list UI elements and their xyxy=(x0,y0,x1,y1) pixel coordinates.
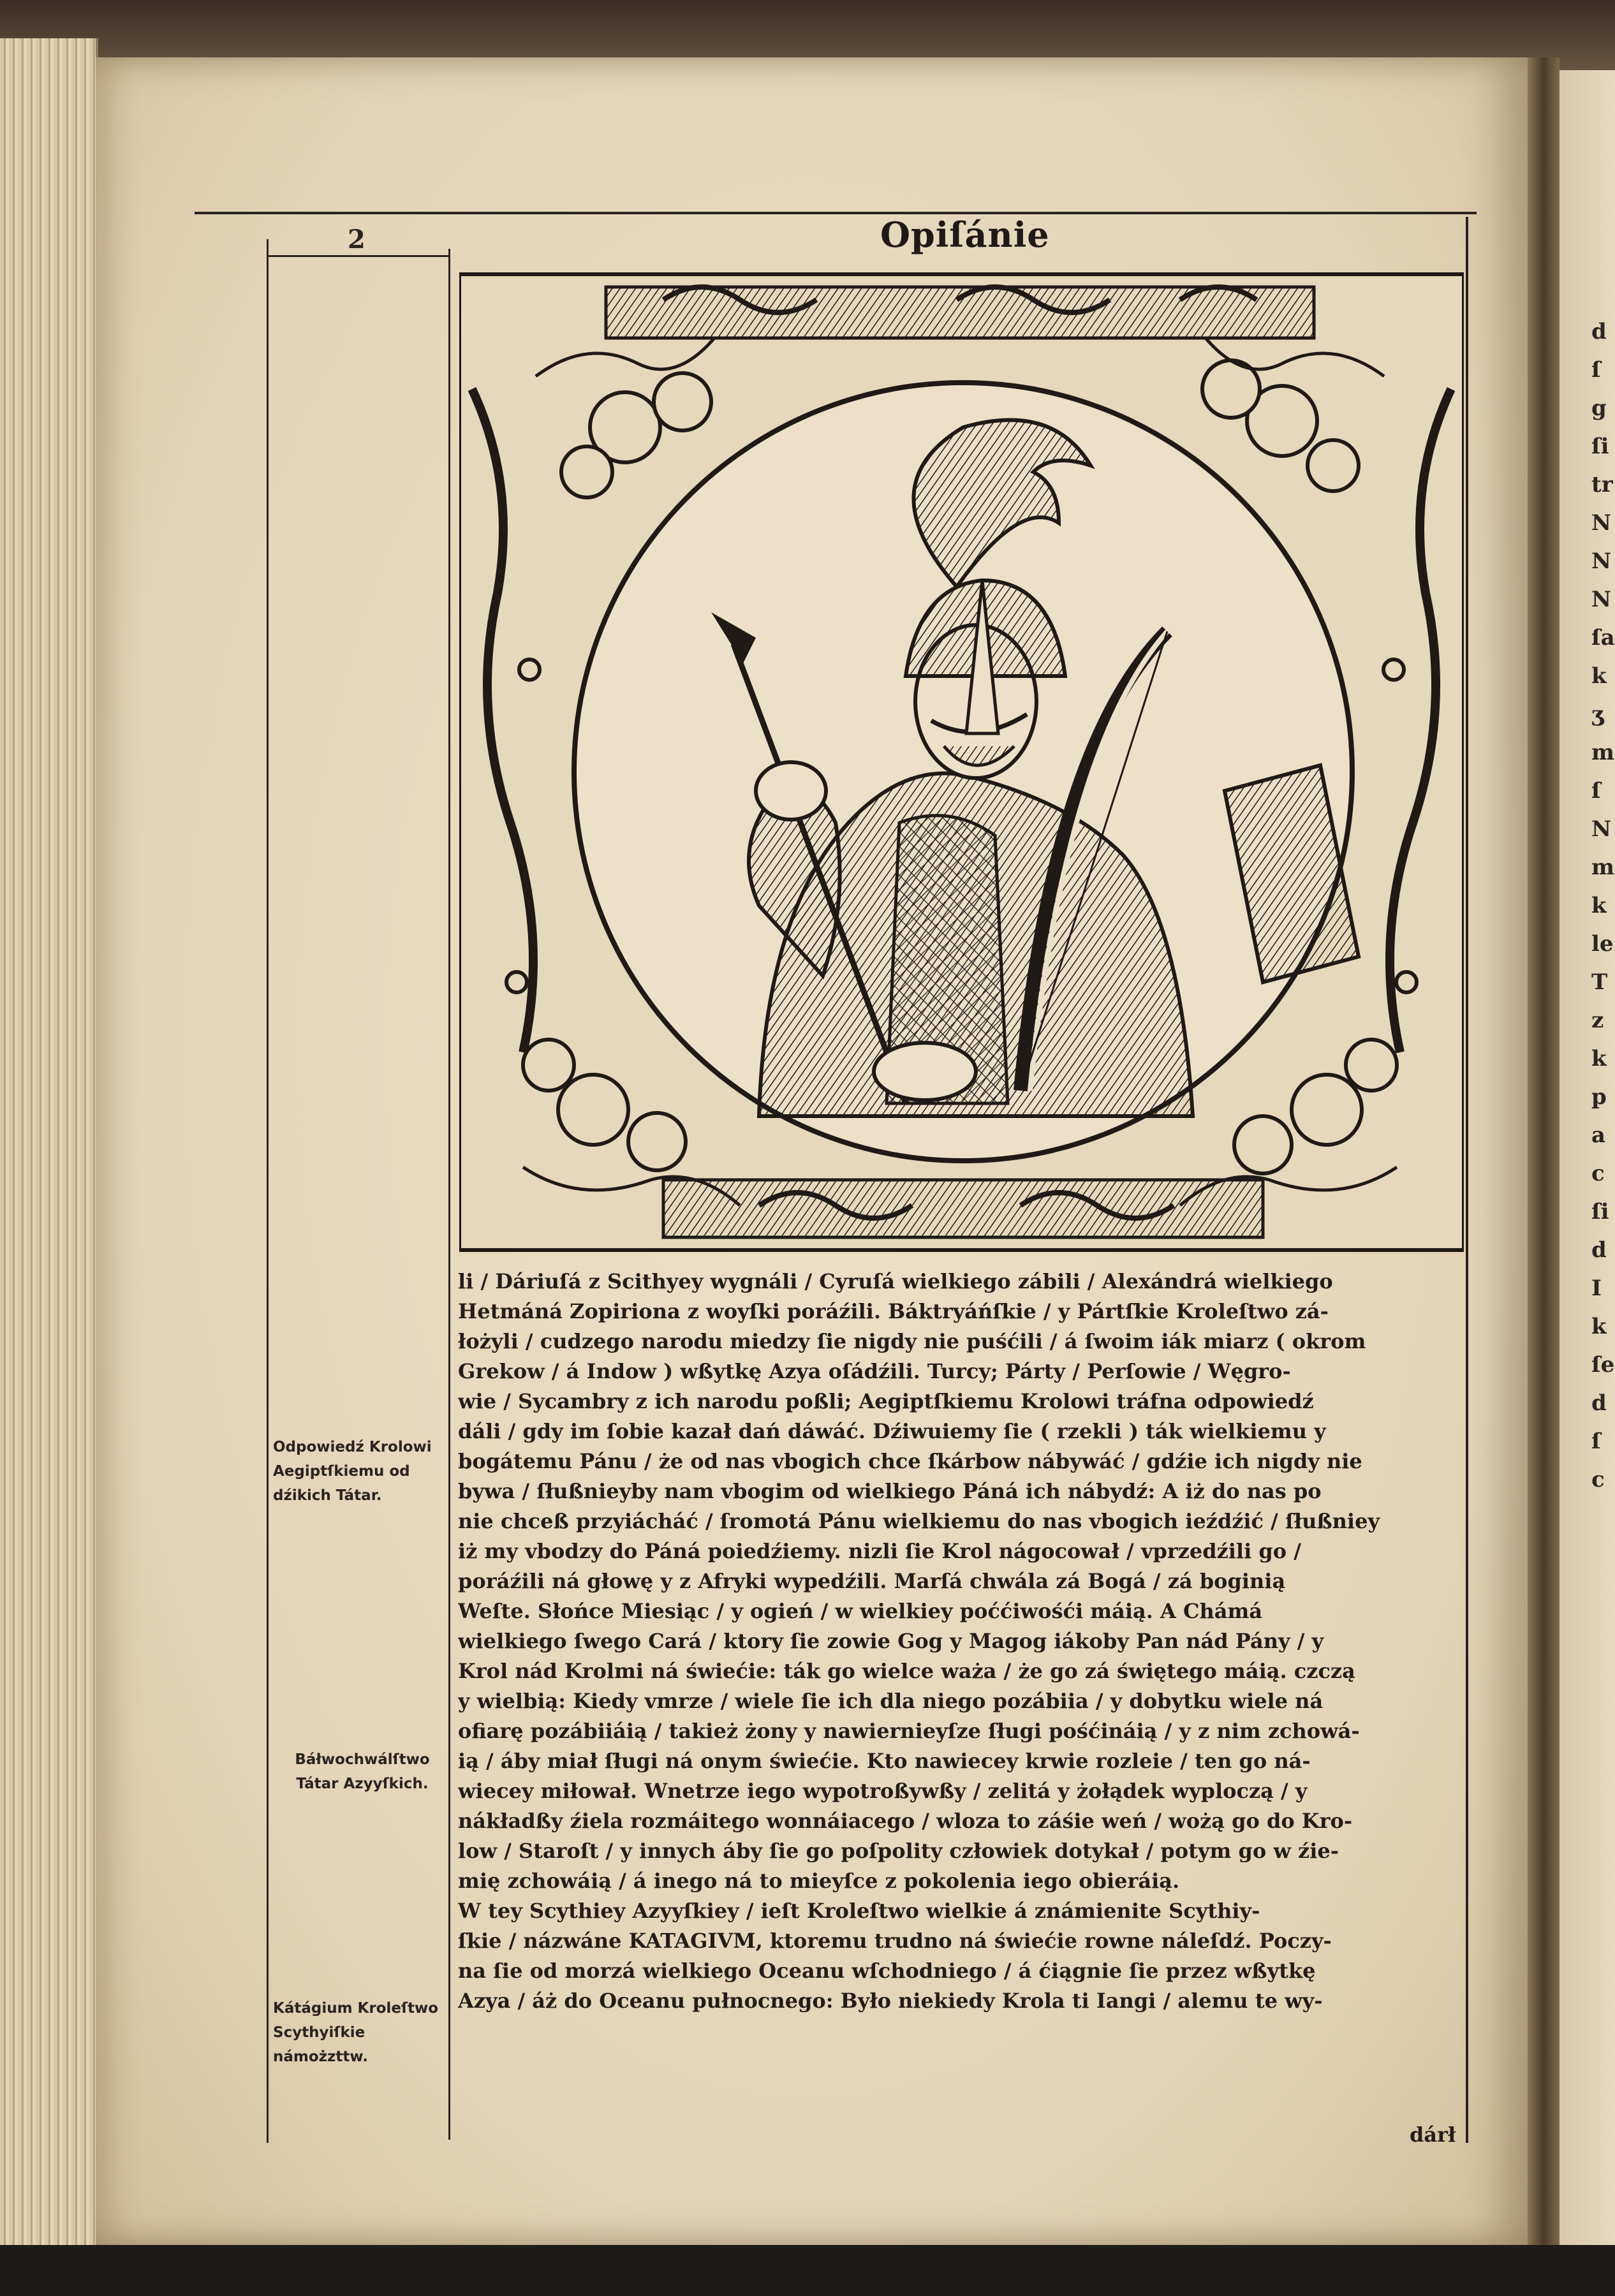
page-stack-edge xyxy=(0,38,98,2245)
book-bottom-edge xyxy=(0,2245,1615,2296)
body-line: ią / áby miał ſługi ná onym świećie. Kto nawiecey krwie rozleie / ten go ná- xyxy=(458,1749,1311,1773)
facing-page-glyph: p xyxy=(1591,1084,1607,1110)
facing-page-glyph: k xyxy=(1591,893,1607,918)
body-line: Azya / áż do Oceanu pułnocnego: Było niekiedy Krola ti Iangi / alemu te wy- xyxy=(458,1989,1323,2013)
body-line: nie chceß przyiácháć / ſromotá Pánu wielkiemu do nas vbogich ieźdźić / ſłußniey xyxy=(458,1509,1380,1533)
facing-page-glyph: d xyxy=(1591,319,1607,344)
body-line: li / Dáriuſá z Scithyey wygnáli / Cyruſá wielkiego zábili / Alexándrá wielkiego xyxy=(458,1269,1333,1293)
facing-page-glyph: c xyxy=(1591,1467,1605,1492)
running-head: Opiſánie xyxy=(880,214,1050,255)
body-line: dáli / gdy im ſobie kazał dań dáwáć. Dźiwuiemy ſie ( rzekli ) ták wielkiemu y xyxy=(458,1419,1326,1443)
body-line: ofiarę pozábiiáią / takież żony y nawiernieyſze ſługi pośćináią / y z nim zchowá- xyxy=(458,1719,1360,1743)
facing-page-glyph: N xyxy=(1591,510,1612,536)
body-text xyxy=(458,1267,1466,2016)
page-number: 2 xyxy=(348,224,365,254)
body-line: bywa / ſłußnieyby nam vbogim od wielkiego Páná ich nábydź: A iż do nas po xyxy=(458,1479,1322,1503)
facing-page-glyph: d xyxy=(1591,1390,1607,1416)
facing-page-glyph: k xyxy=(1591,1314,1607,1339)
body-line: bogátemu Pánu / że od nas vbogich chce ſkárbow nábywáć / gdźie ich nigdy nie xyxy=(458,1449,1362,1473)
body-line: na ſie od morzá wielkiego Oceanu wſchodniego / á ćiągnie ſie przez wßytkę xyxy=(458,1959,1316,1983)
facing-page-glyph: N xyxy=(1591,548,1612,574)
body-line: wiecey miłował. Wnetrze iego wypotroßywßy / zelitá y żołądek wyploczą / y xyxy=(458,1779,1308,1803)
facing-page-glyph: ſi xyxy=(1591,434,1609,459)
body-line: W tey Scythiey Azyyſkiey / ieſt Kroleſtwo wielkie á známienite Scythiy- xyxy=(458,1899,1260,1923)
book-gutter xyxy=(1528,57,1560,2245)
body-line: Hetmáná Zopiriona z woyſki poráźili. Báktryáńſkie / y Pártſkie Kroleſtwo zá- xyxy=(458,1299,1329,1323)
catchword: dárł xyxy=(1410,2123,1456,2147)
facing-page-glyph: ʒ xyxy=(1591,702,1604,727)
facing-page-glyph: tr xyxy=(1591,472,1613,497)
body-line: poráźili ná głowę y z Afryki wypedźili. Marſá chwála zá Bogá / zá boginią xyxy=(458,1569,1286,1593)
body-line: nákładßy źiela rozmáitego wonnáiacego / wloza to záśie weń / wożą go do Kro- xyxy=(458,1809,1353,1833)
body-line: Weſte. Słońce Miesiąc / y ogień / w wielkiey poććiwośći máią. A Chámá xyxy=(458,1599,1263,1623)
facing-page-glyph: ſa xyxy=(1591,625,1615,651)
margin-note-katagium: Kátágium Kroleſtwo Scythyiſkie námożzttw. xyxy=(273,2000,439,2065)
body-line: y wielbią: Kiedy vmrze / wiele ſie ich dla niego pozábiia / y dobytku wiele ná xyxy=(458,1689,1324,1713)
facing-page-glyph: ſi xyxy=(1591,1199,1609,1225)
margin-note-idolatry: Báłwochwálſtwo Tátar Azyyſkich. xyxy=(295,1751,430,1792)
facing-page-glyph: m xyxy=(1591,740,1614,765)
facing-page-text xyxy=(1591,313,1615,1499)
facing-page-glyph: k xyxy=(1591,1046,1607,1071)
facing-page-fragment xyxy=(1560,70,1615,2245)
facing-page-glyph: T xyxy=(1591,969,1608,995)
facing-page-glyph: le xyxy=(1591,931,1614,957)
facing-page-glyph: N xyxy=(1591,816,1612,842)
facing-page-glyph: d xyxy=(1591,1237,1607,1263)
body-line: ſkie / názwáne KATAGIVM, ktoremu trudno ná świećie rowne náleſdź. Poczy- xyxy=(458,1929,1332,1953)
facing-page-glyph: N xyxy=(1591,587,1612,612)
frame-top-left xyxy=(267,255,450,257)
facing-page-glyph: ſe xyxy=(1591,1352,1615,1378)
body-line: Krol nád Krolmi ná świećie: ták go wielce waża / że go zá świętego máią. czczą xyxy=(458,1659,1355,1683)
body-line: wielkiego ſwego Cará / ktory ſie zowie Gog y Magog iákoby Pan nád Pány / y xyxy=(458,1629,1324,1653)
facing-page-glyph: a xyxy=(1591,1122,1606,1148)
body-line: low / Staroſt / y innych áby ſie go poſpolity człowiek dotykał / potym go w źie- xyxy=(458,1839,1339,1863)
body-line: mię zchowáią / á inego ná to mieyſce z pokolenia iego obieráią. xyxy=(458,1869,1180,1893)
woodcut-portrait-illustration xyxy=(459,261,1464,1256)
frame-notes-divider xyxy=(448,249,450,2140)
facing-page-glyph: m xyxy=(1591,855,1614,880)
facing-page-glyph: ſ xyxy=(1591,357,1601,383)
frame-left-outer xyxy=(267,239,269,2143)
facing-page-glyph: k xyxy=(1591,663,1607,689)
facing-page-glyph: ſ xyxy=(1591,778,1601,804)
margin-note-answer: Odpowiedź Krolowi Aegiptſkiemu od dźikich Tátar. xyxy=(273,1439,432,1504)
facing-page-glyph: I xyxy=(1591,1276,1602,1301)
facing-page-glyph: ſ xyxy=(1591,1429,1601,1454)
body-line: Grekow / á Indow ) wßytkę Azya oſádźili. Turcy; Párty / Perſowie / Węgro- xyxy=(458,1359,1291,1383)
facing-page-glyph: z xyxy=(1591,1008,1604,1033)
body-line: łożyli / cudzego narodu miedzy ſie nigdy nie puśćili / á ſwoim iák miarz ( okrom xyxy=(458,1329,1366,1353)
body-line: wie / Sycambry z ich narodu poßli; Aegiptſkiemu Krolowi tráfna odpowiedź xyxy=(458,1389,1314,1413)
facing-page-glyph: g xyxy=(1591,395,1607,421)
frame-right xyxy=(1466,217,1468,2143)
facing-page-glyph: c xyxy=(1591,1161,1605,1186)
body-line: iż my vbodzy do Páná poiedźiemy. nizli ſie Krol nágocował / vprzedźili go / xyxy=(458,1539,1301,1563)
header-rule xyxy=(195,212,1477,214)
